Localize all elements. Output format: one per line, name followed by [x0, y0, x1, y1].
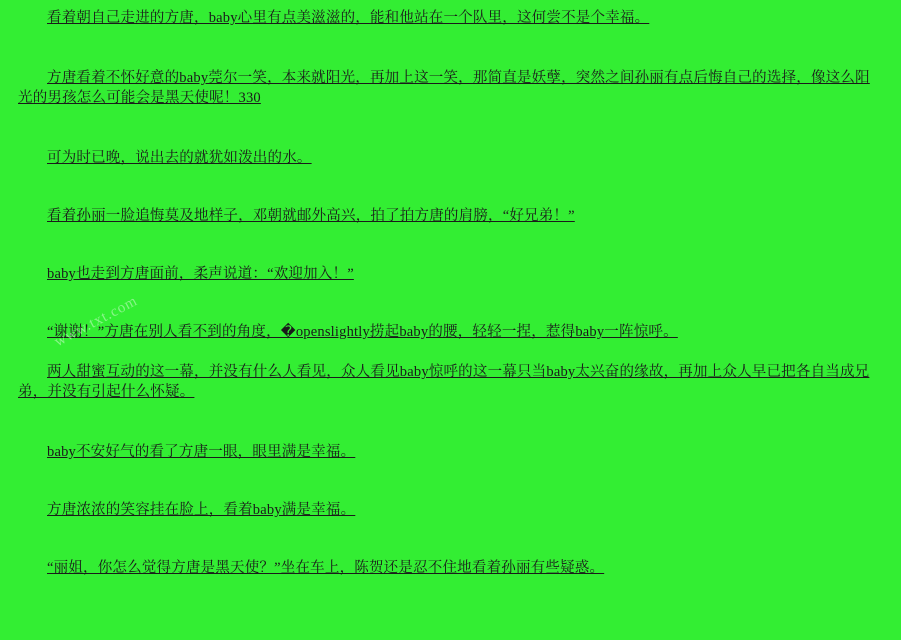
paragraph: “丽姐，你怎么觉得方唐是黑天使？”坐在车上，陈贺还是忍不住地看着孙丽有些疑惑。 — [47, 560, 605, 576]
paragraph-spacer — [18, 226, 883, 264]
paragraph: 方唐看着不怀好意的baby莞尔一笑，本来就阳光，再加上这一笑，那简直是妖孽，突然之间孙丽有点后悔自己的选择，像这么阳光的男孩怎么可能会是黑天使呢！330 — [18, 70, 870, 106]
paragraph: “谢谢！”方唐在别人看不到的角度，�openslightly捞起baby的腰，轻轻一捏，惹得baby一阵惊呼。 — [47, 324, 678, 340]
paragraph-spacer — [18, 108, 883, 148]
paragraph: 两人甜蜜互动的这一幕，并没有什么人看见，众人看见baby惊呼的这一幕只当baby太兴奋的缘故，再加上众人早已把各自当成兄弟，并没有引起什么怀疑。 — [18, 364, 870, 400]
paragraph-spacer — [18, 402, 883, 442]
paragraph-spacer — [18, 462, 883, 500]
paragraph: 看着朝自己走进的方唐，baby心里有点美滋滋的，能和他站在一个队里，这何尝不是个幸福。 — [47, 10, 650, 26]
paragraph: 看着孙丽一脸追悔莫及地样子，邓朝就邮外高兴，拍了拍方唐的肩膀，“好兄弟！” — [47, 208, 575, 224]
paragraph: 方唐浓浓的笑容挂在脸上，看着baby满是幸福。 — [47, 502, 356, 518]
paragraph: baby也走到方唐面前，柔声说道：“欢迎加入！” — [47, 266, 354, 282]
paragraph-spacer — [18, 168, 883, 206]
paragraph-spacer — [18, 28, 883, 68]
paragraph-spacer — [18, 520, 883, 558]
paragraph: baby不安好气的看了方唐一眼，眼里满是幸福。 — [47, 444, 356, 460]
paragraph: 可为时已晚，说出去的就犹如泼出的水。 — [47, 150, 312, 166]
paragraph-spacer — [18, 342, 883, 362]
watermark-text: www.txt.com — [52, 292, 141, 351]
paragraph-spacer — [18, 284, 883, 322]
